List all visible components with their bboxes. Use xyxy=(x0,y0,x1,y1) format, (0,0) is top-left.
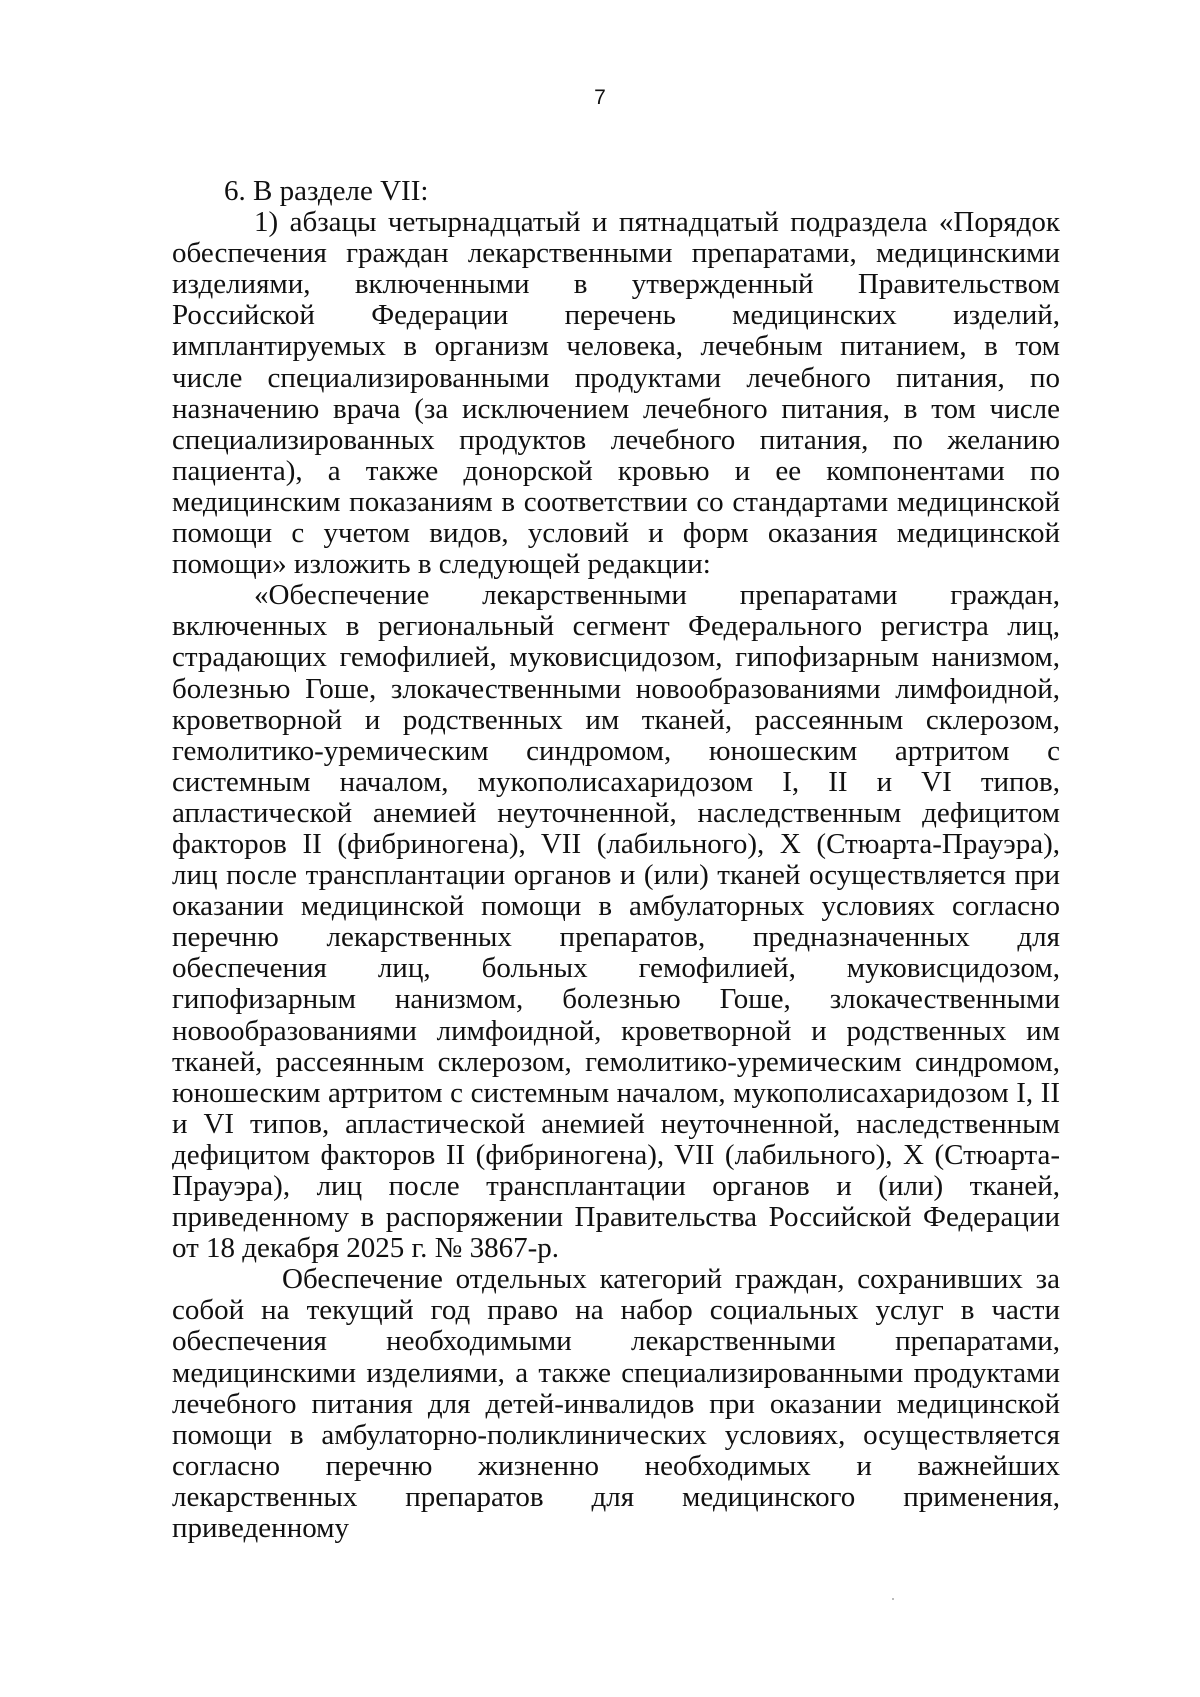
scan-speck xyxy=(892,1598,894,1600)
section-heading: 6. В разделе VII: xyxy=(224,175,429,207)
document-body xyxy=(172,176,1060,1544)
paragraph-quoted-text-1: «Обеспечение лекарственными препаратами граждан, включенных в региональный сегмент Федерального регистра лиц, страдающих гемофилией, муковисцидозом, гипофизарным нанизмом, болезнью Гоше, злокачественными новообразованиями лимфоидной, кроветворной и родственных им тканей, рассеянным склерозом, гемолитико-уремическим синдромом, юношеским артритом с системным началом, мукополисахаридозом I, II и VI типов, апластической анемией неуточненной, наследственным дефицитом факторов II (фибриногена), VII (лабильного), X (Стюарта-Прауэра), лиц после трансплантации органов и (или) тканей осуществляется при оказании медицинской помощи в амбулаторных условиях согласно перечню лекарственных препаратов, предназначенных для обеспечения лиц, больных гемофилией, муковисцидозом, гипофизарным нанизмом, болезнью Гоше, злокачественными новообразованиями лимфоидной, кроветворной и родственных им тканей, рассеянным склерозом, гемолитико-уремическим синдромом, юношеским артритом с системным началом, мукополисахаридозом I, II и VI типов, апластической анемией неуточненной, наследственным дефицитом факторов II (фибриногена), VII (лабильного), X (Стюарта-Прауэра), лиц после трансплантации органов и (или) тканей, приведенному в распоряжении Правительства Российской Федерации от 18 декабря 2025 г. № 3867-р. xyxy=(172,579,1060,1265)
page-number: 7 xyxy=(594,86,606,109)
paragraph-amendment-intro: 1) абзацы четырнадцатый и пятнадцатый подраздела «Порядок обеспечения граждан лекарственными препаратами, медицинскими изделиями, включенными в утвержденный Правительством Российской Федерации перечень медицинских изделий, имплантируемых в организм человека, лечебным питанием, в том числе специализированными продуктами лечебного питания, по назначению врача (за исключением лечебного питания, в том числе специализированных продуктов лечебного питания, по желанию пациента), а также донорской кровью и ее компонентами по медицинским показаниям в соответствии со стандартами медицинской помощи с учетом видов, условий и форм оказания медицинской помощи» изложить в следующей редакции: xyxy=(172,206,1060,581)
paragraph-quoted-text-2: Обеспечение отдельных категорий граждан, сохранивших за собой на текущий год право на набор социальных услуг в части обеспечения необходимыми лекарственными препаратами, медицинскими изделиями, а также специализированными продуктами лечебного питания для детей-инвалидов при оказании медицинской помощи в амбулаторно-поликлинических условиях, осуществляется согласно перечню жизненно необходимых и важнейших лекарственных препаратов для медицинского применения, приведенному xyxy=(172,1263,1060,1545)
